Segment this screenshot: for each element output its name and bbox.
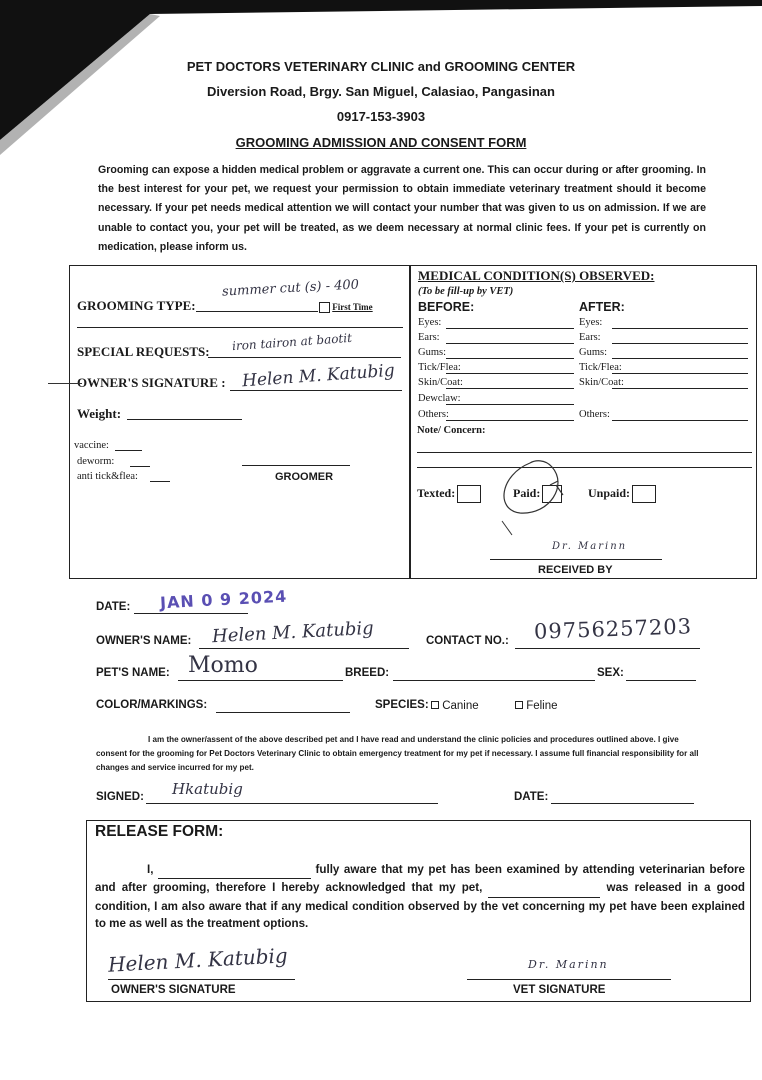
vet-signature-value[interactable]: Dr. Marinn: [528, 958, 609, 971]
owner-name-value[interactable]: Helen M. Katubig: [211, 617, 375, 648]
note-line-1[interactable]: [417, 452, 752, 453]
release-i: I,: [147, 863, 154, 876]
signed-label: SIGNED:: [96, 791, 144, 803]
special-requests-value[interactable]: iron tairon at baotit: [231, 330, 353, 354]
vaccine-line[interactable]: [115, 450, 142, 451]
texted-label: Texted:: [417, 485, 456, 500]
color-line[interactable]: [216, 712, 350, 713]
before-row-label: Ears:: [418, 332, 440, 343]
after-row-label: Eyes:: [579, 317, 603, 328]
grooming-type-line-2: [77, 327, 403, 328]
first-time-checkbox[interactable]: [319, 302, 373, 313]
before-row-label: Gums:: [418, 347, 447, 358]
before-row-line[interactable]: [446, 420, 574, 421]
sex-label: SEX:: [597, 667, 624, 679]
form-title: GROOMING ADMISSION AND CONSENT FORM: [235, 135, 527, 150]
unpaid-checkbox[interactable]: [588, 485, 656, 503]
owner-name-label: OWNER'S NAME:: [96, 635, 192, 647]
release-text-1: fully aware that my pet has been examined by attending veterinarian before and after grooming, therefore I hereby acknowledged that my pet,: [95, 863, 745, 895]
received-by-line: [490, 559, 662, 560]
after-row-label: Skin/Coat:: [579, 377, 624, 388]
pet-name-line: [178, 680, 343, 681]
feline-option[interactable]: [515, 700, 558, 712]
date-line: [134, 613, 248, 614]
special-requests-line: [208, 357, 401, 358]
release-owner-signature-value[interactable]: Helen M. Katubig: [107, 943, 289, 977]
paid-label: Paid:: [513, 485, 541, 500]
after-row-label: Gums:: [579, 347, 608, 358]
after-row-line[interactable]: [612, 373, 748, 374]
before-row-label: Tick/Flea:: [418, 362, 461, 373]
before-label: BEFORE:: [418, 300, 475, 314]
after-row-line[interactable]: [612, 388, 748, 389]
before-row-line[interactable]: [446, 388, 574, 389]
anti-tick-label: anti tick&flea:: [77, 471, 138, 482]
special-requests-label: SPECIAL REQUESTS:: [77, 344, 210, 359]
canine-label: Canine: [442, 700, 479, 712]
first-time-label: First Time: [332, 302, 373, 312]
after-row-label: Others:: [579, 409, 610, 420]
texted-checkbox[interactable]: [417, 485, 481, 503]
after-row-line[interactable]: [612, 358, 748, 359]
vaccine-label: vaccine:: [74, 440, 109, 451]
contact-value[interactable]: 09756257203: [533, 614, 693, 644]
release-owner-line: [108, 979, 295, 980]
owner-name-line: [199, 648, 409, 649]
unpaid-label: Unpaid:: [588, 485, 631, 500]
before-row-label: Skin/Coat:: [418, 377, 463, 388]
deworm-line[interactable]: [130, 466, 150, 467]
date2-label: DATE:: [514, 791, 549, 803]
release-name-blank[interactable]: [158, 861, 311, 879]
medical-condition-title: MEDICAL CONDITION(S) OBSERVED:: [418, 268, 655, 283]
sex-line[interactable]: [626, 680, 696, 681]
after-row-label: Tick/Flea:: [579, 362, 622, 373]
grooming-type-value[interactable]: summer cut (s) - 400: [221, 277, 360, 300]
after-label: AFTER:: [579, 300, 625, 314]
date2-line[interactable]: [551, 803, 694, 804]
canine-option[interactable]: [431, 700, 479, 712]
vet-signature-label: VET SIGNATURE: [513, 984, 606, 996]
received-signature[interactable]: Dr. Marinn: [552, 541, 628, 552]
before-row-label: Eyes:: [418, 317, 442, 328]
clinic-name: PET DOCTORS VETERINARY CLINIC and GROOMING CENTER: [186, 59, 576, 74]
grooming-type-label: GROOMING TYPE:: [77, 298, 196, 313]
weight-line[interactable]: [127, 419, 242, 420]
release-title: RELEASE FORM:: [95, 823, 224, 840]
after-row-line[interactable]: [612, 420, 748, 421]
color-label: COLOR/MARKINGS:: [96, 699, 208, 711]
release-pet-blank[interactable]: [488, 879, 600, 897]
before-row-label: Dewclaw:: [418, 393, 461, 404]
vet-subtitle: (To be fill-up by VET): [418, 286, 514, 297]
signed-value[interactable]: Hkatubig: [172, 780, 243, 798]
strike-mark: [48, 383, 82, 384]
groomer-label: GROOMER: [275, 471, 334, 483]
pet-name-value[interactable]: Momo: [188, 653, 258, 678]
breed-label: BREED:: [345, 667, 390, 679]
vet-signature-line: [467, 979, 671, 980]
before-row-line[interactable]: [446, 328, 574, 329]
after-row-line[interactable]: [612, 328, 748, 329]
box-divider: [409, 266, 411, 578]
deworm-label: deworm:: [77, 456, 115, 467]
before-row-line[interactable]: [446, 404, 574, 405]
feline-label: Feline: [526, 700, 558, 712]
groomer-line[interactable]: [242, 465, 350, 466]
weight-label: Weight:: [77, 406, 122, 421]
contact-label: CONTACT NO.:: [426, 635, 509, 647]
after-row-line[interactable]: [612, 343, 748, 344]
received-by-label: RECEIVED BY: [538, 564, 613, 576]
before-row-line[interactable]: [446, 373, 574, 374]
pet-name-label: PET'S NAME:: [96, 667, 170, 679]
release-owner-label: OWNER'S SIGNATURE: [111, 984, 236, 996]
species-label: SPECIES:: [375, 699, 429, 711]
owner-signature-label: OWNER'S SIGNATURE :: [77, 375, 226, 390]
signed-line: [146, 803, 438, 804]
intro-paragraph: Grooming can expose a hidden medical problem or aggravate a current one. This can occur during or after grooming. In the best interest for your pet, we request your permission to obtain immediate veterinary treatment should it become necessary. If your pet needs medical attention we will contact your number that was given to us on admission. If we are unable to contact you, your pet will be treated, as we deem necessary at normal clinic fees. If your pet is currently on medication, please inform us.: [98, 164, 706, 253]
release-paragraph: [95, 861, 745, 932]
before-row-line[interactable]: [446, 358, 574, 359]
contact-line: [515, 648, 700, 649]
grooming-type-line: [196, 311, 318, 312]
date-label: DATE:: [96, 601, 131, 613]
anti-tick-line[interactable]: [150, 481, 170, 482]
clinic-phone: 0917-153-3903: [336, 109, 426, 124]
owner-signature-value[interactable]: Helen M. Katubig: [241, 360, 396, 392]
clinic-address: Diversion Road, Brgy. San Miguel, Calasiao, Pangasinan: [207, 84, 555, 99]
before-row-label: Others:: [418, 409, 449, 420]
before-row-line[interactable]: [446, 343, 574, 344]
breed-line[interactable]: [393, 680, 595, 681]
date-stamp[interactable]: JAN 0 9 2024: [159, 586, 288, 613]
after-row-label: Ears:: [579, 332, 601, 343]
consent-paragraph: I am the owner/assent of the above described pet and I have read and understand the clinic policies and procedures outlined above. I give consent for the grooming for Pet Doctors Veterinary Clinic to obtain emergency treatment for my pet if necessary. I assume full financial responsibility for all changes and service incurred for my pet.: [96, 735, 699, 772]
release-text-2: was released in a good condition, I am also aware that if any medical condition observed by the vet concerning my pet have been explained to me as well as the treatment options.: [95, 881, 745, 930]
note-label: Note/ Concern:: [417, 425, 486, 436]
